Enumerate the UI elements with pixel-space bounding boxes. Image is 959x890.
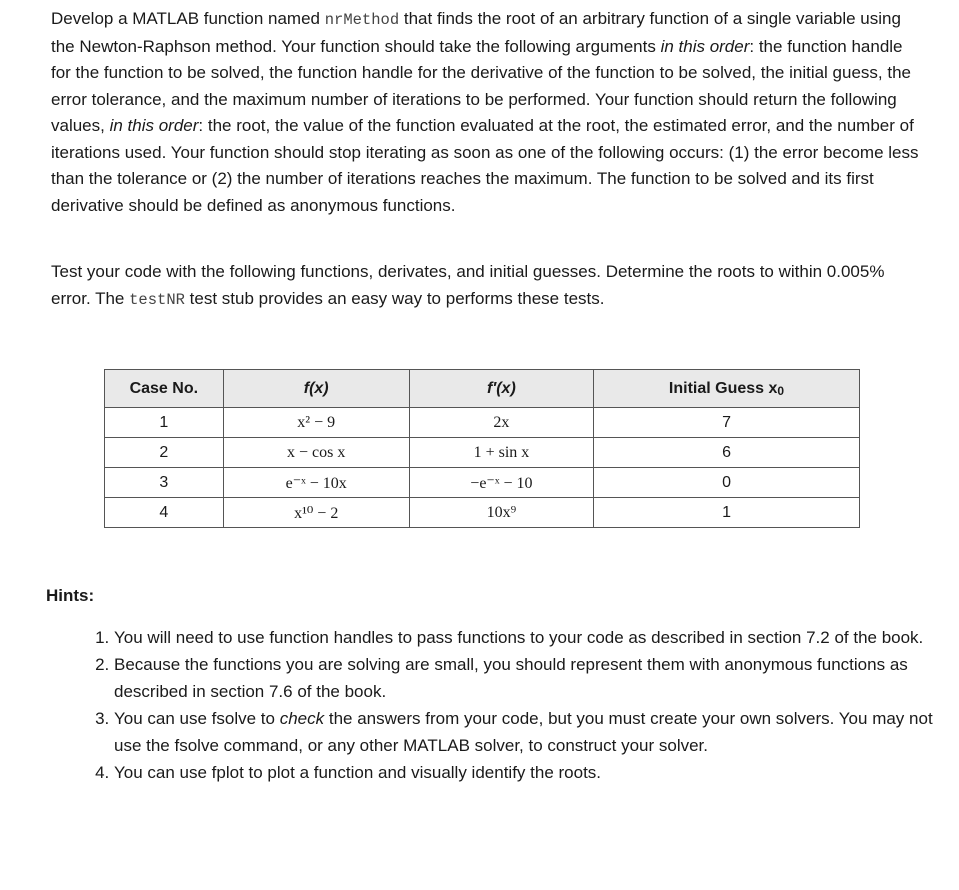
list-item (114, 705, 954, 759)
cell-fx: x² − 9 (223, 408, 409, 438)
list-item (114, 759, 954, 786)
header-fx: f(x) (223, 370, 409, 408)
cell-fx: e⁻ˣ − 10x (223, 468, 409, 498)
hint-text: the answers from your code, but you must create your own solvers. You may not use the fsolve command, or any other MATLAB solver, to construct your solver. (114, 709, 933, 755)
test-cases-table (104, 369, 860, 528)
hint-text: You can use fplot to plot a function and visually identify the roots. (114, 763, 602, 782)
hints-list (79, 624, 954, 786)
test-paragraph (51, 259, 921, 313)
cell-fx: x − cos x (223, 438, 409, 468)
intro-text-4: : the root, the value of the function evaluated at the root, the estimated error, and the number of iterations used. Your function should stop iterating as soon as one of the following occurs: (1) the error become less than the tolerance or (2) the number of iterations reaches the maximum. The function to be solved and its first derivative should be defined as anonymous functions. (51, 116, 919, 215)
intro-paragraph (51, 6, 921, 219)
hint-text: Because the functions you are solving are small, you should represent them with anonymous functions as described in section 7.6 of the book. (114, 655, 908, 701)
cell-dfx: 10x⁹ (409, 498, 593, 528)
intro-emphasis-2: in this order (109, 116, 199, 135)
test-text-2: test stub provides an easy way to performs these tests. (184, 288, 605, 308)
cell-case: 3 (105, 468, 224, 498)
intro-text-3: : the function handle for the function to be solved, the function handle for the derivative of the function to be solved, the initial guess, the error tolerance, and the maximum number of iterations to be performed. Your function should return the following values, (51, 36, 911, 135)
cell-dfx: −e⁻ˣ − 10 (409, 468, 593, 498)
table-row (105, 468, 860, 498)
cell-case: 2 (105, 438, 224, 468)
table-header-row (105, 370, 860, 408)
header-guess-subscript: 0 (777, 383, 785, 398)
cell-dfx: 1 + sin x (409, 438, 593, 468)
table-row (105, 408, 860, 438)
intro-emphasis-1: in this order (660, 36, 750, 56)
cell-case: 1 (105, 408, 224, 438)
header-guess-label: Initial Guess x (668, 379, 778, 397)
test-text-1: Test your code with the following functions, derivates, and initial guesses. Determine the roots to within 0.005% error. The (51, 262, 885, 308)
intro-text-1: Develop a MATLAB function named (51, 9, 325, 28)
cell-guess: 6 (594, 438, 860, 468)
intro-text-2: that finds the root of an arbitrary function of a single variable using the Newton-Raphson method. Your function should take the following arguments (51, 9, 901, 56)
cell-case: 4 (105, 498, 224, 528)
cell-guess: 7 (594, 408, 860, 438)
list-item (114, 651, 954, 705)
hints-heading: Hints: (46, 586, 95, 605)
hint-text: You will need to use function handles to pass functions to your code as described in section 7.2 of the book. (114, 628, 924, 647)
hint-text: You can use fsolve to (114, 709, 280, 728)
list-item (114, 624, 954, 651)
cell-guess: 1 (594, 498, 860, 528)
cell-guess: 0 (594, 468, 860, 498)
function-name-code: nrMethod (324, 11, 400, 29)
test-stub-code: testNR (129, 290, 185, 309)
table-row (105, 438, 860, 468)
header-case-no: Case No. (105, 370, 224, 408)
header-initial-guess (594, 370, 860, 408)
table-row (105, 498, 860, 528)
cell-dfx: 2x (409, 408, 593, 438)
hint-emphasis: check (279, 709, 325, 728)
header-dfx: f′(x) (409, 370, 593, 408)
cell-fx: x¹⁰ − 2 (223, 498, 409, 528)
